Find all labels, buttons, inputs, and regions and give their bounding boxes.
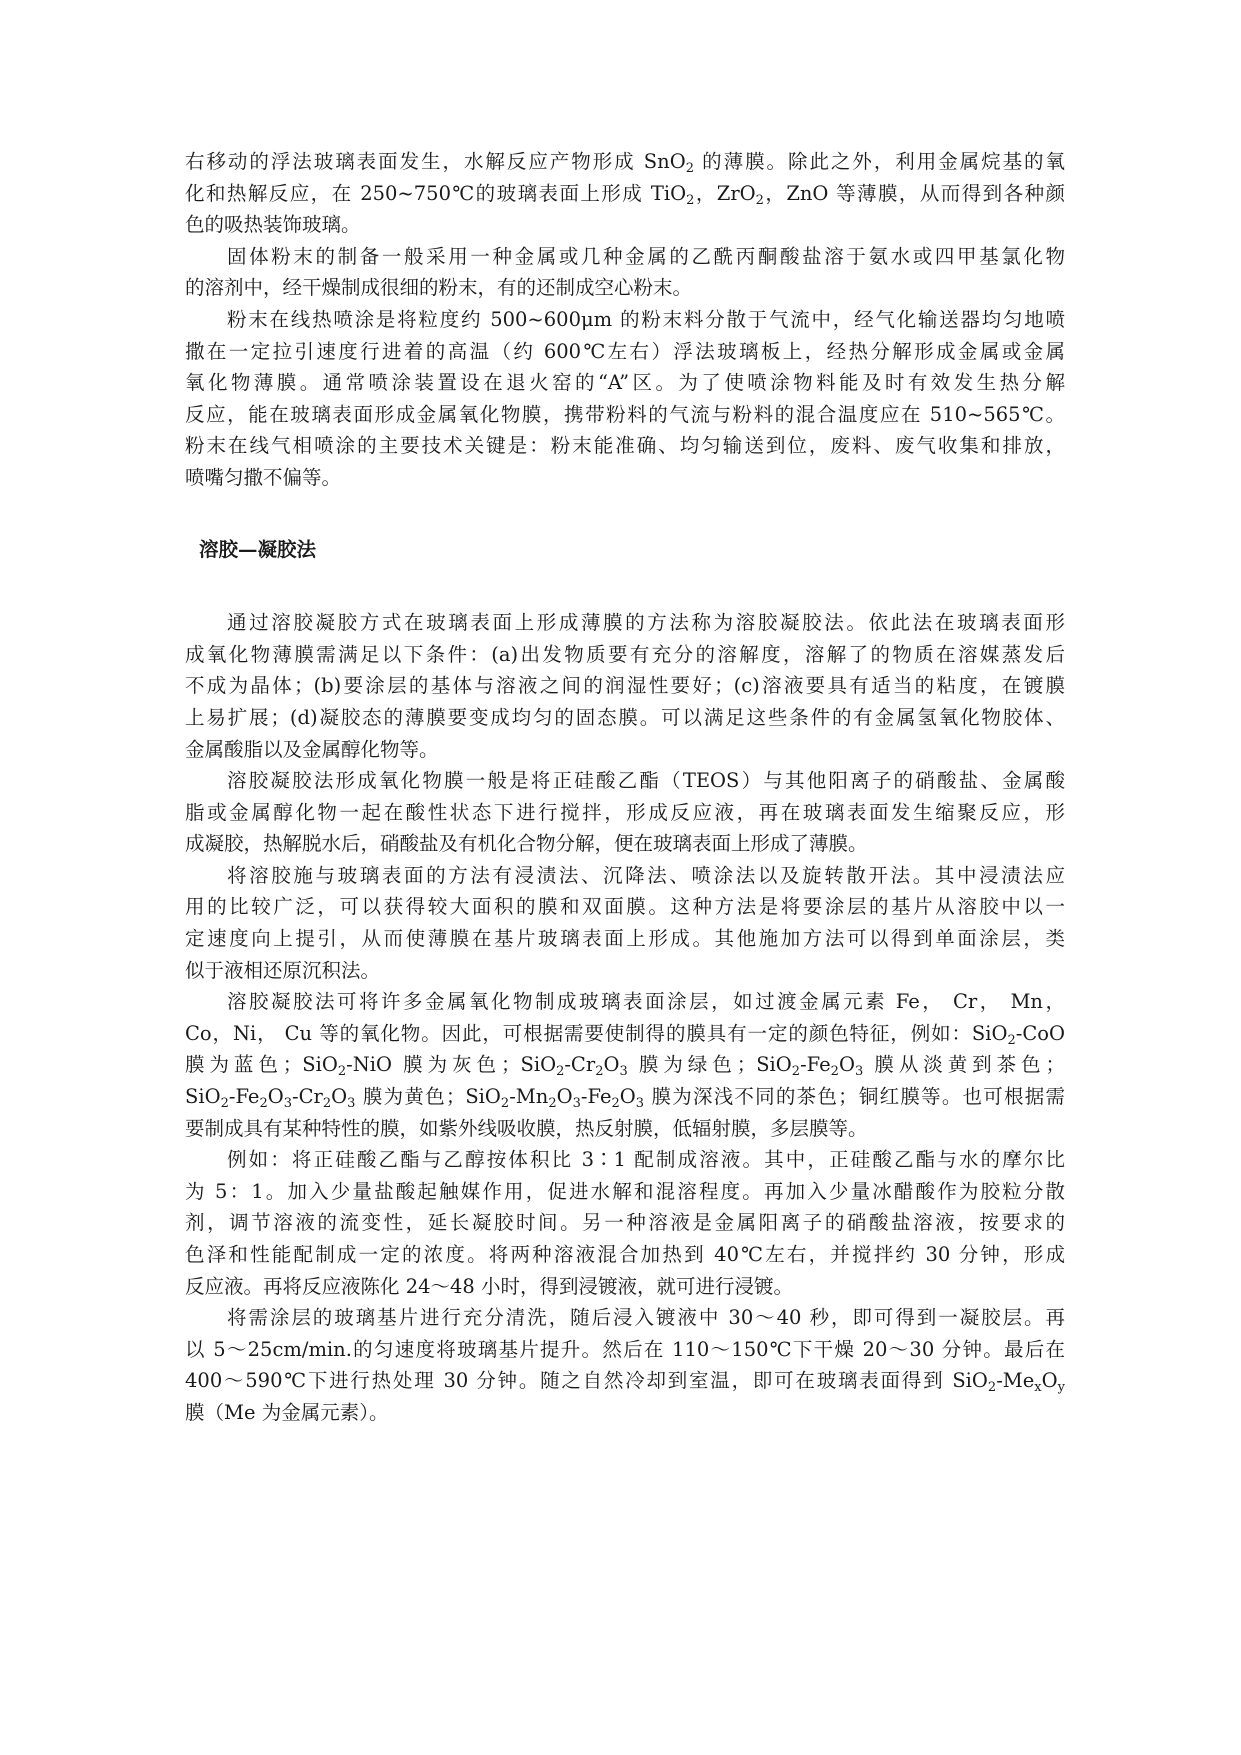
- text-line: 不成为晶体；(b)要涂层的基体与溶液之间的润湿性要好；(c)溶液要具有适当的粘度，在镀膜: [185, 674, 1065, 698]
- subscript: 2: [611, 1096, 620, 1112]
- text-line: [185, 1081, 1065, 1113]
- text-line: 溶胶凝胶法形成氧化物膜一般是将正硅酸乙酯（TEOS）与其他阳离子的硝酸盐、金属酸: [227, 769, 1065, 793]
- subscript: 2: [685, 161, 694, 176]
- text: -CoO: [1015, 1021, 1065, 1045]
- text: -Fe: [800, 1053, 831, 1077]
- text-line: [185, 1049, 1065, 1081]
- text: -Me: [996, 1369, 1035, 1393]
- text: O: [331, 1085, 348, 1109]
- text-line: 似于液相还原沉积法。: [185, 958, 381, 982]
- text: 400～590℃下进行热处理 30 分钟。随之自然冷却到室温，即可在玻璃表面得到 SiO: [185, 1369, 988, 1393]
- text-line: 以 5～25cm/min.的匀速度将玻璃基片提升。然后在 110～150℃下干燥 20～30 分钟。最后在: [185, 1337, 1065, 1361]
- text-line: 为 5：1。加入少量盐酸起触媒作用，促进水解和混溶程度。再加入少量冰醋酸作为胶粒分散: [185, 1179, 1065, 1203]
- text-line: 溶胶凝胶法可将许多金属氧化物制成玻璃表面涂层，如过渡金属元素 Fe， Cr， Mn，: [227, 990, 1065, 1014]
- subscript: 3: [619, 1064, 628, 1080]
- text: O: [267, 1085, 284, 1109]
- subscript: 3: [572, 1096, 581, 1112]
- text-line: [185, 1365, 1065, 1397]
- paragraph: [185, 241, 1065, 304]
- subscript: 2: [556, 1064, 565, 1080]
- text: O: [1041, 1369, 1058, 1393]
- paragraph: [185, 986, 1065, 1144]
- text: ，ZrO: [694, 181, 756, 205]
- text-line: 将溶胶施与玻璃表面的方法有浸渍法、沉降法、喷涂法以及旋转散开法。其中浸渍法应: [227, 863, 1065, 887]
- text: 右移动的浮法玻璃表面发生，水解反应产物形成 SnO: [185, 150, 686, 173]
- paragraph: [185, 1144, 1065, 1302]
- text-line: [185, 178, 1065, 210]
- subscript: 2: [595, 1064, 604, 1080]
- text: SiO: [185, 1085, 221, 1109]
- text-line: 粉末在线热喷涂是将粒度约 500~600μm 的粉末料分散于气流中，经气化输送器均匀地喷: [227, 307, 1065, 331]
- section-sol-gel: [185, 607, 1065, 1428]
- text: O: [838, 1053, 855, 1077]
- spacer: [185, 494, 1065, 534]
- text-line: 剂，调节溶液的流变性，延长凝胶时间。另一种溶液是金属阳离子的硝酸盐溶液，按要求的: [185, 1211, 1065, 1235]
- text-line: 色的吸热装饰玻璃。: [185, 213, 361, 237]
- text-line: 用的比较广泛，可以获得较大面积的膜和双面膜。这种方法是将要涂层的基片从溶胶中以一: [185, 895, 1065, 919]
- text-line: [185, 1018, 1065, 1050]
- subscript: 2: [755, 192, 764, 208]
- subscript: 2: [830, 1064, 839, 1080]
- text-line: 成氧化物薄膜需满足以下条件：(a)出发物质要有充分的溶解度，溶解了的物质在溶媒蒸发后: [185, 642, 1065, 666]
- subscript: 2: [548, 1096, 557, 1112]
- text: 膜为深浅不同的茶色；铜红膜等。也可根据需: [644, 1085, 1066, 1109]
- text-line: 膜（Me 为金属元素）。: [185, 1400, 389, 1424]
- text-line: 将需涂层的玻璃基片进行充分清洗，随后浸入镀液中 30～40 秒，即可得到一凝胶层。再: [227, 1306, 1065, 1330]
- subscript: 2: [791, 1064, 801, 1080]
- text-line: 成凝胶，热解脱水后，硝酸盐及有机化合物分解，便在玻璃表面上形成了薄膜。: [185, 832, 868, 856]
- text-line: 要制成具有某种特性的膜，如紫外线吸收膜，热反射膜，低辐射膜，多层膜等。: [185, 1116, 868, 1140]
- text: -Cr: [292, 1085, 323, 1109]
- text: -Mn: [509, 1085, 549, 1109]
- text: 膜为黄色；SiO: [355, 1085, 501, 1109]
- subscript: 2: [686, 192, 695, 208]
- text-line: 反应，能在玻璃表面形成金属氧化物膜，携带粉料的气流与粉料的混合温度应在 510~565℃。: [185, 402, 1065, 426]
- subscript: x: [1034, 1380, 1042, 1396]
- text: 的薄膜。除此之外，利用金属烷基的氧: [694, 150, 1066, 173]
- subscript: 2: [500, 1096, 510, 1112]
- text-line: 反应液。再将反应液陈化 24～48 小时，得到浸镀液，就可进行浸镀。: [185, 1274, 794, 1298]
- text-line: 色泽和性能配制成一定的浓度。将两种溶液混合加热到 40℃左右，并搅拌约 30 分钟，形成: [185, 1243, 1065, 1266]
- subscript: y: [1057, 1380, 1065, 1396]
- subscript: 3: [347, 1096, 356, 1112]
- text: 膜从淡黄到茶色；: [863, 1053, 1066, 1077]
- section-intro: [185, 146, 1065, 494]
- text-line: 脂或金属醇化物一起在酸性状态下进行搅拌，形成反应液，再在玻璃表面发生缩聚反应，形: [185, 800, 1065, 824]
- subscript: 3: [283, 1096, 293, 1112]
- text: 化和热解反应，在 250~750℃的玻璃表面上形成 TiO: [185, 181, 687, 205]
- text: Co，Ni， Cu 等的氧化物。因此，可根据需要使制得的膜具有一定的颜色特征，例如：SiO: [185, 1021, 1008, 1045]
- text: -Cr: [564, 1053, 596, 1077]
- subscript: 3: [635, 1096, 645, 1112]
- text: 膜为绿色；SiO: [627, 1053, 792, 1077]
- text: -NiO 膜为灰色；SiO: [346, 1053, 557, 1077]
- text-line: 撒在一定拉引速度行进着的高温（约 600℃左右）浮法玻璃板上，经热分解形成金属或金属: [185, 339, 1065, 363]
- document-page: [185, 146, 1065, 1429]
- subscript: 3: [854, 1064, 864, 1080]
- paragraph: [185, 765, 1065, 860]
- subscript: 2: [337, 1064, 347, 1080]
- text: O: [603, 1053, 620, 1077]
- text-line: 定速度向上提引，从而使薄膜在基片玻璃表面上形成。其他施加方法可以得到单面涂层，类: [185, 927, 1065, 951]
- text: O: [619, 1085, 636, 1109]
- text: 膜为蓝色；SiO: [185, 1053, 338, 1077]
- text-line: 喷嘴匀撒不偏等。: [185, 465, 342, 489]
- subscript: 2: [1007, 1032, 1016, 1048]
- section-heading: 溶胶—凝胶法: [199, 537, 317, 561]
- paragraph: [185, 607, 1065, 765]
- subscript: 2: [987, 1380, 997, 1396]
- spacer: [185, 565, 1065, 607]
- subscript: 2: [259, 1096, 268, 1112]
- text-line: 的溶剂中，经干燥制成很细的粉末，有的还制成空心粉末。: [185, 276, 693, 300]
- paragraph: [185, 860, 1065, 986]
- text-line: 通过溶胶凝胶方式在玻璃表面上形成薄膜的方法称为溶胶凝胶法。依此法在玻璃表面形: [227, 611, 1065, 635]
- text-line: 粉末在线气相喷涂的主要技术关键是：粉末能准确、均匀输送到位，废料、废气收集和排放，: [185, 434, 1065, 458]
- paragraph: [185, 304, 1065, 494]
- text-line: 金属酸脂以及金属醇化物等。: [185, 737, 439, 761]
- text: -Fe: [228, 1085, 260, 1109]
- text: -Fe: [580, 1085, 612, 1109]
- text-line: [185, 146, 1065, 178]
- paragraph: [185, 1302, 1065, 1428]
- text-line: 例如：将正硅酸乙酯与乙醇按体积比 3∶1 配制成溶液。其中，正硅酸乙酯与水的摩尔比: [227, 1148, 1065, 1172]
- subscript: 2: [322, 1096, 332, 1112]
- paragraph: [185, 146, 1065, 241]
- text-line: 氧化物薄膜。通常喷涂装置设在退火窑的“A”区。为了使喷涂物料能及时有效发生热分解: [185, 371, 1065, 395]
- text-line: 固体粉末的制备一般采用一种金属或几种金属的乙酰丙酮酸盐溶于氨水或四甲基氯化物: [227, 244, 1065, 268]
- text: O: [556, 1085, 573, 1109]
- subscript: 2: [220, 1096, 229, 1112]
- text-line: 上易扩展；(d)凝胶态的薄膜要变成均匀的固态膜。可以满足这些条件的有金属氢氧化物胶体、: [185, 705, 1065, 729]
- text: ，ZnO 等薄膜，从而得到各种颜: [763, 181, 1066, 205]
